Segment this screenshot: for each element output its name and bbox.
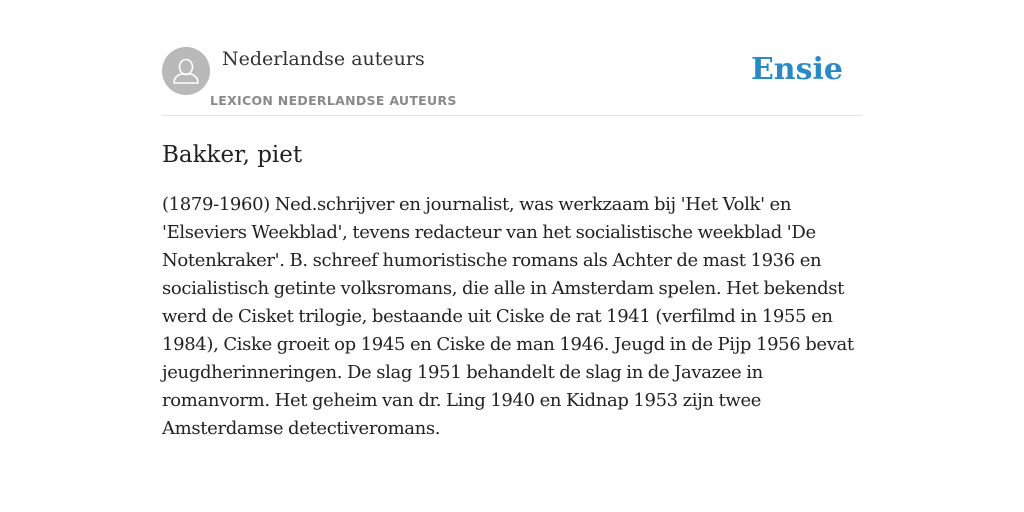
user-silhouette-icon[interactable] bbox=[162, 47, 210, 95]
entry-card bbox=[162, 44, 862, 443]
source-title-link[interactable]: Nederlandse auteurs bbox=[222, 48, 425, 70]
source-header bbox=[162, 44, 862, 116]
source-subtitle: LEXICON NEDERLANDSE AUTEURS bbox=[210, 93, 457, 108]
entry-body: (1879-1960) Ned.schrijver en journalist, was werkzaam bij 'Het Volk' en 'Elseviers Weekblad', tevens redacteur van het socialistische weekblad 'De Notenkraker'. B. schreef humoristische romans als Achter de mast 1936 en socialistisch getinte volksromans, die alle in Amsterdam spelen. Het bekendst werd de Cisket trilogie, bestaande uit Ciske de rat 1941 (verfilmd in 1955 en 1984), Ciske groeit op 1945 en Ciske de man 1946. Jeugd in de Pijp 1956 bevat jeugdherinneringen. De slag 1951 behandelt de slag in de Javazee in romanvorm. Het geheim van dr. Ling 1940 en Kidnap 1953 zijn twee Amsterdamse detectiveromans. bbox=[162, 194, 854, 439]
entry-title: Bakker, piet bbox=[162, 142, 303, 168]
ensie-logo[interactable]: Ensie bbox=[750, 52, 843, 87]
avatar-graphic bbox=[162, 47, 210, 95]
